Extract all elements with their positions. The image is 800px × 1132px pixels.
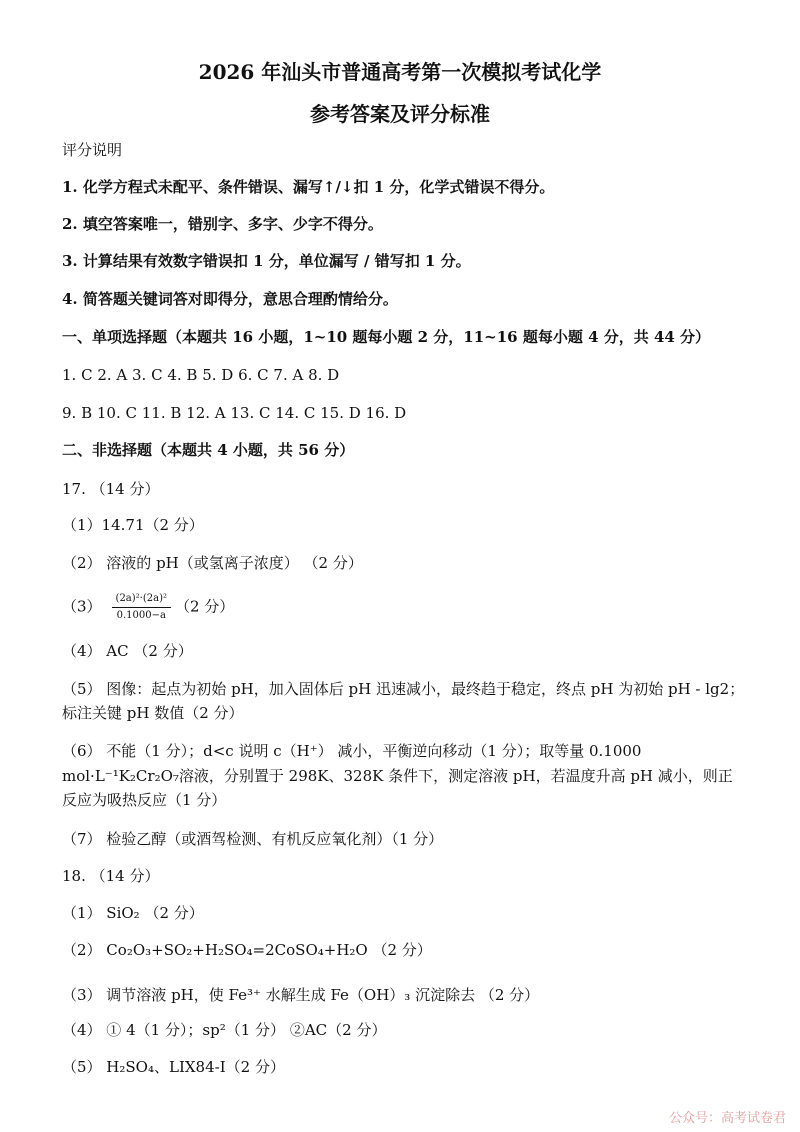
page-title-line1: 2026 年汕头市普通高考第一次模拟考试化学 xyxy=(198,60,602,84)
fraction-denominator: 0.1000−a xyxy=(116,610,166,621)
q18-answer-4: （4） ① 4（1 分）；sp²（1 分） ②AC（2 分） xyxy=(62,1021,387,1039)
q17-answer-5-line1: （5） 图像：起点为初始 pH，加入固体后 pH 迅速减小，最终趋于稳定，终点 pH 为初始 pH - lg2； xyxy=(62,680,745,698)
q18-answer-3: （3） 调节溶液 pH，使 Fe³⁺ 水解生成 Fe（OH）₃ 沉淀除去 （2 分） xyxy=(62,986,540,1004)
q17-answer-6-line1: （6） 不能（1 分）；d<c 说明 c（H⁺） 减小，平衡逆向移动（1 分）；取等量 0.1000 xyxy=(62,742,642,760)
note-item-2: 2. 填空答案唯一，错别字、多字、少字不得分。 xyxy=(62,215,383,233)
q17-answer-7: （7） 检验乙醇（或酒驾检测、有机反应氧化剂）（1 分） xyxy=(62,830,444,848)
watermark: 公众号：高考试卷君 xyxy=(668,1111,786,1126)
q17-answer-4: （4） AC （2 分） xyxy=(62,642,193,660)
q18-answer-1: （1） SiO₂ （2 分） xyxy=(62,904,204,922)
q17-answer-3-prefix: （3） xyxy=(62,597,102,616)
note-item-4: 4. 简答题关键词答对即得分，意思合理酌情给分。 xyxy=(62,290,398,308)
q17-answer-3 xyxy=(62,593,234,622)
q17-label: 17. （14 分） xyxy=(62,480,160,498)
q18-label: 18. （14 分） xyxy=(62,867,160,885)
q17-answer-2: （2） 溶液的 pH（或氢离子浓度） （2 分） xyxy=(62,554,363,572)
q17-answer-5-line2: 标注关键 pH 数值（2 分） xyxy=(62,704,244,722)
answers-row-2: 9. B 10. C 11. B 12. A 13. C 14. C 15. D 16. D xyxy=(62,404,407,422)
q17-answer-6-line2: mol·L⁻¹K₂Cr₂O₇溶液，分别置于 298K、328K 条件下，测定溶液 pH，若温度升高 pH 减小，则正 xyxy=(62,767,733,785)
q18-answer-5: （5） H₂SO₄、LIX84-I（2 分） xyxy=(62,1058,285,1076)
note-item-3: 3. 计算结果有效数字错误扣 1 分，单位漏写 / 错写扣 1 分。 xyxy=(62,252,471,270)
note-item-1: 1. 化学方程式未配平、条件错误、漏写↑/↓扣 1 分，化学式错误不得分。 xyxy=(62,178,555,196)
q17-answer-1: （1）14.71（2 分） xyxy=(62,516,204,534)
section1-heading: 一、单项选择题（本题共 16 小题，1~10 题每小题 2 分，11~16 题每小题 4 分，共 44 分） xyxy=(62,328,711,346)
fraction-expression xyxy=(112,593,171,622)
page-title-line2: 参考答案及评分标准 xyxy=(310,102,490,126)
fraction-numerator: (2a)²·(2a)² xyxy=(112,593,171,608)
section2-heading: 二、非选择题（本题共 4 小题，共 56 分） xyxy=(62,441,355,459)
notes-heading: 评分说明 xyxy=(62,141,123,159)
q17-answer-3-score: （2 分） xyxy=(175,597,235,616)
answers-row-1: 1. C 2. A 3. C 4. B 5. D 6. C 7. A 8. D xyxy=(62,366,340,384)
q18-answer-2: （2） Co₂O₃+SO₂+H₂SO₄=2CoSO₄+H₂O （2 分） xyxy=(62,941,432,959)
q17-answer-6-line3: 反应为吸热反应（1 分） xyxy=(62,791,227,809)
